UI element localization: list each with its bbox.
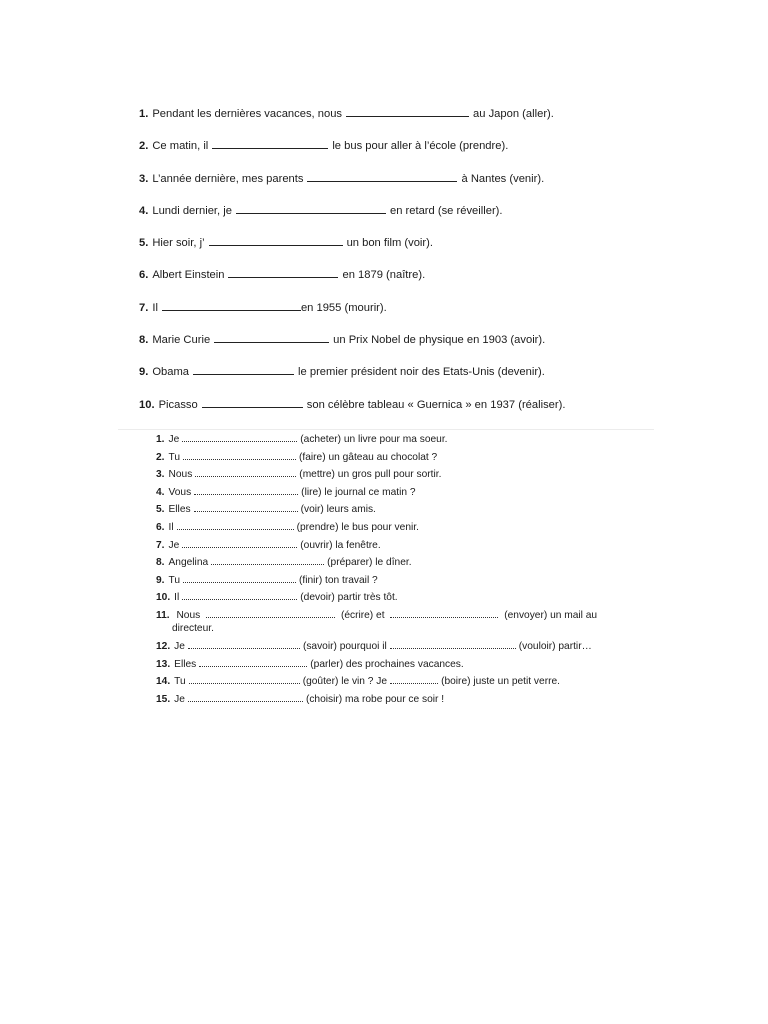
answer-blank[interactable] [183,574,296,583]
item-text-after: (lire) le journal ce matin ? [301,486,416,498]
item-text-before: L’année dernière, mes parents [152,172,304,185]
item-text-after: (envoyer) un mail au [504,609,598,621]
answer-blank[interactable] [195,468,296,477]
exercise-section-2 [156,433,626,710]
item-text-before: Tu [168,574,181,586]
answer-blank[interactable] [162,301,301,311]
item-number: 2. [156,451,165,463]
item-number: 5. [156,504,165,516]
answer-blank[interactable] [228,268,338,278]
answer-blank[interactable] [209,236,343,246]
item-text-after: (mettre) un gros pull pour sortir. [299,469,442,481]
item-text-after: son célèbre tableau « Guernica » en 1937 (réaliser). [306,398,566,411]
answer-blank[interactable] [214,333,329,343]
item-text-after: au Japon (aller). [473,108,554,120]
answer-blank[interactable] [194,503,298,512]
item-text-before: Il [168,521,174,533]
item-text-after: un bon film (voir). [346,237,433,250]
exercise-item [156,658,626,676]
item-text-before: Il [174,592,180,604]
item-text-after: (vouloir) partir… [518,640,592,652]
answer-blank[interactable] [202,398,303,408]
exercise-item [139,204,659,236]
item-number: 3. [139,172,149,185]
answer-blank[interactable] [194,486,298,495]
item-number: 5. [139,237,149,250]
item-number: 9. [156,574,165,586]
item-text-after: (parler) des prochaines vacances. [310,658,464,670]
answer-blank[interactable] [211,556,324,565]
item-text-middle: (goûter) le vin ? Je [302,676,388,688]
answer-blank[interactable] [212,139,328,149]
item-text-before: Elles [168,504,191,516]
exercise-item [139,172,659,204]
item-text-before: Hier soir, j’ [152,237,205,250]
exercise-item [156,574,626,592]
item-text-before: Albert Einstein [152,269,225,282]
item-text-continuation: directeur. [172,623,214,635]
exercise-item [156,591,626,609]
exercise-section-1 [139,107,659,430]
exercise-item [139,365,659,397]
item-number: 8. [156,557,165,569]
item-text-after: (voir) leurs amis. [300,504,376,516]
item-number: 4. [156,486,165,498]
item-text-before: Je [174,640,185,652]
item-text-before: Je [174,693,185,705]
exercise-item [156,451,626,469]
item-number: 13. [156,658,171,670]
item-text-after: en retard (se réveiller). [389,204,503,217]
item-text-after: (ouvrir) la fenêtre. [300,539,381,551]
item-wrap [156,609,597,636]
exercise-item [156,539,626,557]
exercise-item [139,236,659,268]
answer-blank[interactable] [193,365,294,375]
item-text-after: (finir) ton travail ? [299,574,378,586]
item-number: 15. [156,693,171,705]
answer-blank[interactable] [189,675,300,684]
section-divider [118,429,654,430]
item-text-before: Nous [168,469,193,481]
exercise-item [156,640,626,658]
item-text-before: Ce matin, il [152,140,209,153]
item-number: 8. [139,334,149,347]
item-number: 1. [139,108,149,120]
exercise-item [139,139,659,171]
item-text-after: (devoir) partir très tôt. [300,592,398,604]
answer-blank[interactable] [182,433,297,442]
answer-blank[interactable] [206,609,335,618]
exercise-item [156,693,626,711]
answer-blank[interactable] [188,640,300,649]
item-text-after: le premier président noir des Etats-Unis (devenir). [298,366,545,379]
answer-blank[interactable] [177,521,294,530]
item-text-before: Tu [168,451,181,463]
item-text-after: (faire) un gâteau au chocolat ? [299,451,438,463]
item-text-before: Pendant les dernières vacances, nous [152,108,343,120]
item-text-before: Obama [152,366,190,379]
exercise-item [139,398,659,430]
exercise-item [139,301,659,333]
answer-blank[interactable] [182,591,297,600]
answer-blank[interactable] [188,693,303,702]
item-text-after: en 1955 (mourir). [300,301,387,314]
item-text-before: Je [168,434,180,445]
exercise-item [156,468,626,486]
answer-blank[interactable] [199,658,307,667]
item-text-before: Tu [174,676,186,688]
answer-blank[interactable] [183,451,296,460]
item-number: 9. [139,366,149,379]
item-text-after: (prendre) le bus pour venir. [296,521,419,533]
exercise-item [156,556,626,574]
exercise-item [156,503,626,521]
exercise-item [156,521,626,539]
exercise-item [156,675,626,693]
exercise-item [156,486,626,504]
item-text-before: Je [168,539,180,551]
item-text-before: Il [152,301,158,314]
item-text-after: (choisir) ma robe pour ce soir ! [305,693,445,705]
item-number: 6. [139,269,149,282]
item-text-before: Angelina [168,557,209,569]
item-text-before: Nous [176,609,201,621]
item-number: 11. [156,609,170,621]
item-text-middle: (savoir) pourquoi il [302,640,387,652]
item-text-after: un Prix Nobel de physique en 1903 (avoir). [333,334,546,347]
item-text-before: Marie Curie [152,334,211,347]
item-text-before: Picasso [158,398,198,411]
answer-blank[interactable] [346,107,469,117]
item-text-middle: (écrire) et [340,609,385,621]
item-text-after: le bus pour aller à l’école (prendre). [332,140,509,153]
answer-blank[interactable] [390,640,516,649]
item-text-after: (boire) juste un petit verre. [441,676,560,688]
item-number: 3. [156,469,165,481]
exercise-item [156,609,626,640]
item-number: 1. [156,434,165,445]
item-number: 14. [156,676,171,688]
exercise-item [139,268,659,300]
item-text-after: (acheter) un livre pour ma soeur. [300,434,448,445]
item-number: 7. [156,539,165,551]
exercise-item [139,107,659,139]
item-number: 7. [139,301,149,314]
item-number: 2. [139,140,149,153]
item-text-after: en 1879 (naître). [342,269,426,282]
exercise-item [156,433,626,451]
item-text-before: Vous [168,486,192,498]
item-number: 6. [156,521,165,533]
item-text-before: Lundi dernier, je [152,204,232,217]
answer-blank[interactable] [390,609,498,618]
item-number: 12. [156,640,171,652]
answer-blank[interactable] [182,539,297,548]
item-text-before: Elles [174,658,197,670]
item-number: 10. [156,592,171,604]
item-number: 10. [139,398,155,411]
answer-blank[interactable] [390,675,438,684]
item-text-after: (préparer) le dîner. [327,557,412,569]
answer-blank[interactable] [307,172,457,182]
exercise-item [139,333,659,365]
item-number: 4. [139,204,149,217]
answer-blank[interactable] [236,204,386,214]
item-text-after: à Nantes (venir). [461,172,545,185]
